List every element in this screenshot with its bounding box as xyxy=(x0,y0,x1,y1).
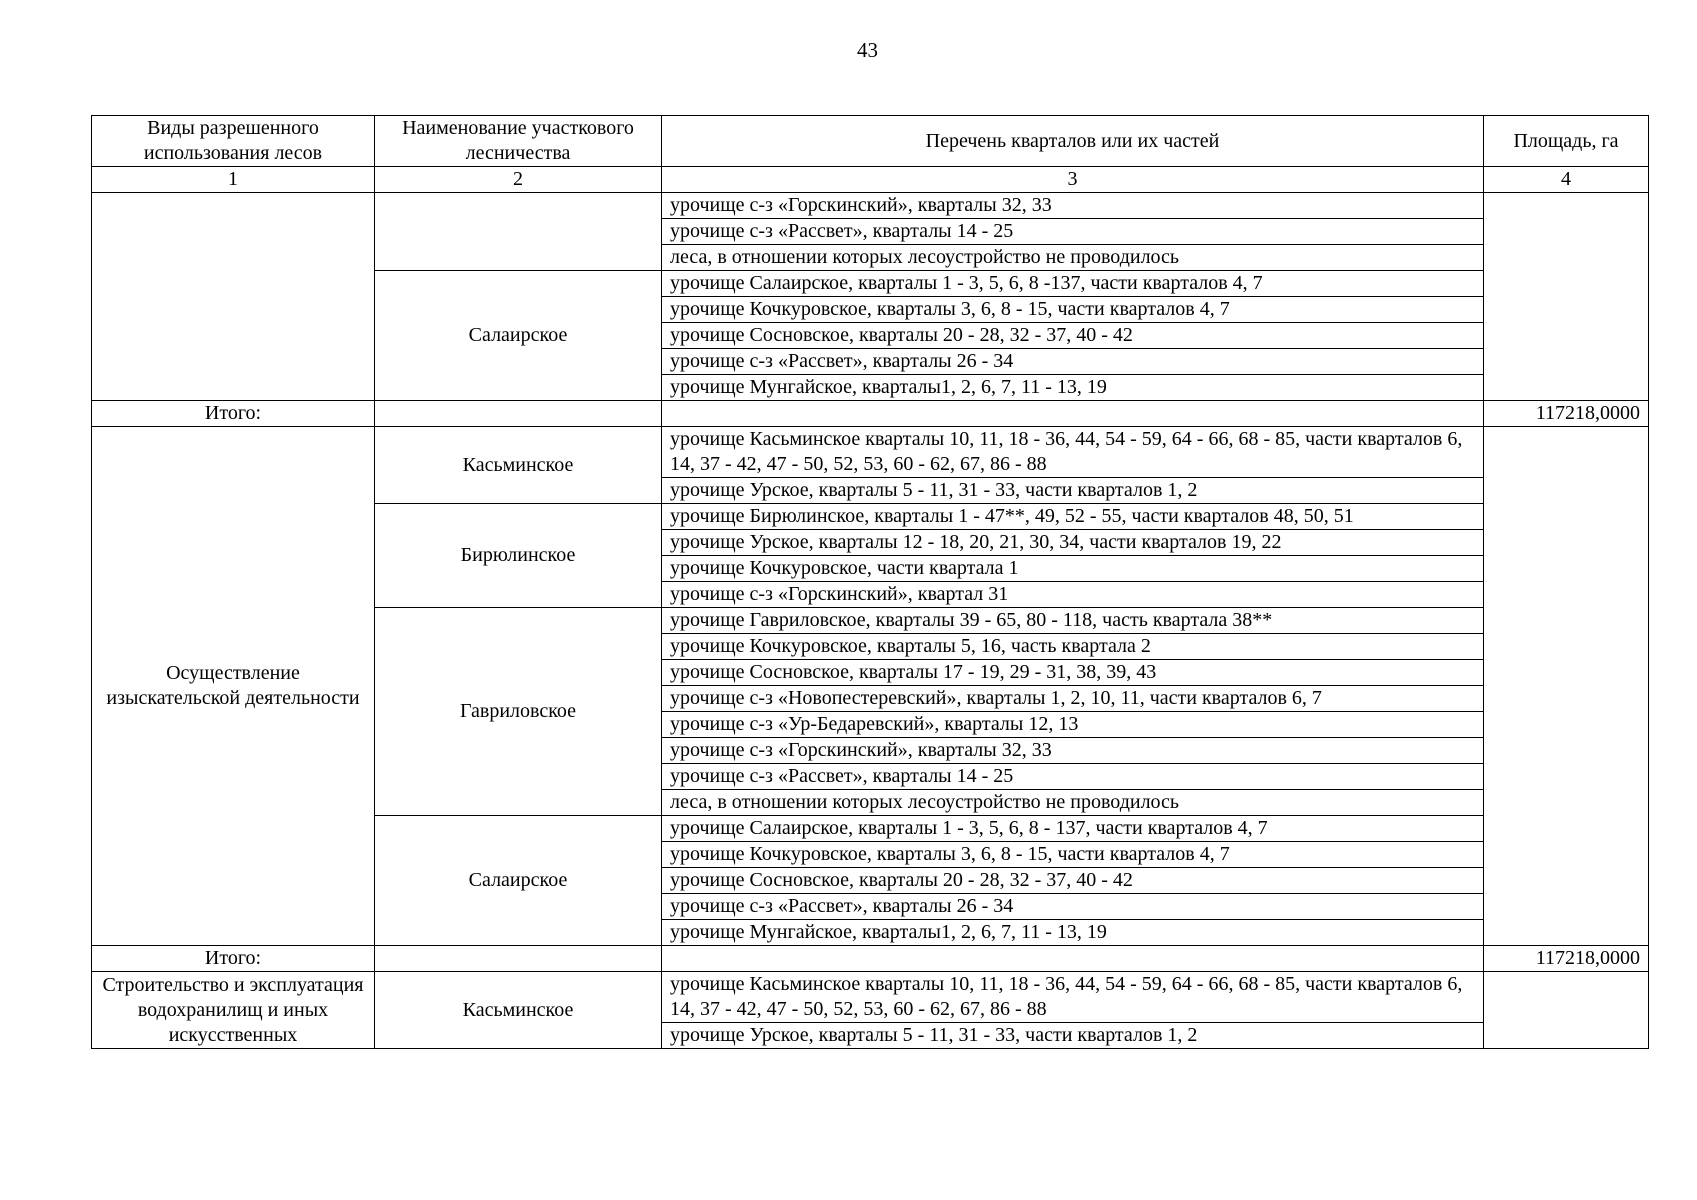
page-number: 43 xyxy=(857,38,878,62)
quarters-cell: урочище Урское, кварталы 12 - 18, 20, 21, 30, 34, части кварталов 19, 22 xyxy=(662,530,1484,556)
quarters-cell: урочище Кочкуровское, кварталы 3, 6, 8 - 15, части кварталов 4, 7 xyxy=(662,297,1484,323)
area-cell xyxy=(1484,193,1649,401)
column-number: 2 xyxy=(375,167,662,193)
area-cell xyxy=(1484,972,1649,1049)
quarters-cell: урочище Кочкуровское, кварталы 5, 16, часть квартала 2 xyxy=(662,634,1484,660)
forestry-name-cell: Касьминское xyxy=(375,972,662,1049)
total-forestry-cell xyxy=(375,946,662,972)
area-cell xyxy=(1484,427,1649,946)
quarters-cell: урочище Касьминское кварталы 10, 11, 18 - 36, 44, 54 - 59, 64 - 66, 68 - 85, части кварталов 6, 14, 37 - 42, 47 - 50, 52, 53, 60 - 62, 67, 86 - 88 xyxy=(662,427,1484,478)
quarters-cell: урочище с-з «Горскинский», кварталы 32, 33 xyxy=(662,738,1484,764)
column-number: 4 xyxy=(1484,167,1649,193)
column-number: 1 xyxy=(92,167,375,193)
quarters-cell: урочище Салаирское, кварталы 1 - 3, 5, 6, 8 -137, части кварталов 4, 7 xyxy=(662,271,1484,297)
quarters-cell: урочище Кочкуровское, кварталы 3, 6, 8 - 15, части кварталов 4, 7 xyxy=(662,842,1484,868)
header-quarters: Перечень кварталов или их частей xyxy=(662,116,1484,167)
use-type-cell: Осуществление изыскательской деятельности xyxy=(92,427,375,946)
forestry-name-cell xyxy=(375,193,662,271)
forest-use-table xyxy=(91,115,1649,1049)
forestry-name-cell: Салаирское xyxy=(375,271,662,401)
column-number: 3 xyxy=(662,167,1484,193)
quarters-cell: урочище с-з «Рассвет», кварталы 14 - 25 xyxy=(662,764,1484,790)
forestry-name-cell: Салаирское xyxy=(375,816,662,946)
header-use-type: Виды разрешенного использования лесов xyxy=(92,116,375,167)
total-row xyxy=(92,946,1649,972)
quarters-cell: урочище Сосновское, кварталы 17 - 19, 29 - 31, 38, 39, 43 xyxy=(662,660,1484,686)
forestry-name-cell: Бирюлинское xyxy=(375,504,662,608)
quarters-cell: урочище Гавриловское, кварталы 39 - 65, 80 - 118, часть квартала 38** xyxy=(662,608,1484,634)
quarters-cell: леса, в отношении которых лесоустройство не проводилось xyxy=(662,245,1484,271)
use-type-cell: Строительство и эксплуатация водохранилищ и иных искусственных xyxy=(92,972,375,1049)
quarters-cell: урочище Кочкуровское, части квартала 1 xyxy=(662,556,1484,582)
use-type-cell xyxy=(92,193,375,401)
quarters-cell: урочище с-з «Рассвет», кварталы 26 - 34 xyxy=(662,894,1484,920)
quarters-cell: урочище Мунгайское, кварталы1, 2, 6, 7, 11 - 13, 19 xyxy=(662,375,1484,401)
total-label: Итого: xyxy=(92,401,375,427)
forestry-name-cell: Касьминское xyxy=(375,427,662,504)
quarters-cell: урочище Мунгайское, кварталы1, 2, 6, 7, 11 - 13, 19 xyxy=(662,920,1484,946)
quarters-cell: урочище с-з «Рассвет», кварталы 14 - 25 xyxy=(662,219,1484,245)
table-header-row xyxy=(92,116,1649,167)
column-number-row xyxy=(92,167,1649,193)
quarters-cell: урочище с-з «Новопестеревский», кварталы 1, 2, 10, 11, части кварталов 6, 7 xyxy=(662,686,1484,712)
quarters-cell: урочище с-з «Горскинский», кварталы 32, 33 xyxy=(662,193,1484,219)
header-forestry: Наименование участкового лесничества xyxy=(375,116,662,167)
quarters-cell: урочище Бирюлинское, кварталы 1 - 47**, 49, 52 - 55, части кварталов 48, 50, 51 xyxy=(662,504,1484,530)
quarters-cell: урочище Сосновское, кварталы 20 - 28, 32 - 37, 40 - 42 xyxy=(662,868,1484,894)
quarters-cell: урочище Сосновское, кварталы 20 - 28, 32 - 37, 40 - 42 xyxy=(662,323,1484,349)
total-area: 117218,0000 xyxy=(1484,401,1649,427)
quarters-cell: урочище Салаирское, кварталы 1 - 3, 5, 6, 8 - 137, части кварталов 4, 7 xyxy=(662,816,1484,842)
quarters-cell: урочище Касьминское кварталы 10, 11, 18 - 36, 44, 54 - 59, 64 - 66, 68 - 85, части кварталов 6, 14, 37 - 42, 47 - 50, 52, 53, 60 - 62, 67, 86 - 88 xyxy=(662,972,1484,1023)
total-forestry-cell xyxy=(375,401,662,427)
quarters-cell: урочище Урское, кварталы 5 - 11, 31 - 33, части кварталов 1, 2 xyxy=(662,478,1484,504)
table-row xyxy=(92,972,1649,1023)
total-row xyxy=(92,401,1649,427)
total-label: Итого: xyxy=(92,946,375,972)
quarters-cell: леса, в отношении которых лесоустройство не проводилось xyxy=(662,790,1484,816)
quarters-cell: урочище с-з «Рассвет», кварталы 26 - 34 xyxy=(662,349,1484,375)
header-area: Площадь, га xyxy=(1484,116,1649,167)
quarters-cell: урочище с-з «Ур-Бедаревский», кварталы 12, 13 xyxy=(662,712,1484,738)
total-quarters-cell xyxy=(662,946,1484,972)
table-row xyxy=(92,193,1649,219)
table-row xyxy=(92,427,1649,478)
total-area: 117218,0000 xyxy=(1484,946,1649,972)
quarters-cell: урочище Урское, кварталы 5 - 11, 31 - 33, части кварталов 1, 2 xyxy=(662,1023,1484,1049)
quarters-cell: урочище с-з «Горскинский», квартал 31 xyxy=(662,582,1484,608)
forestry-name-cell: Гавриловское xyxy=(375,608,662,816)
total-quarters-cell xyxy=(662,401,1484,427)
